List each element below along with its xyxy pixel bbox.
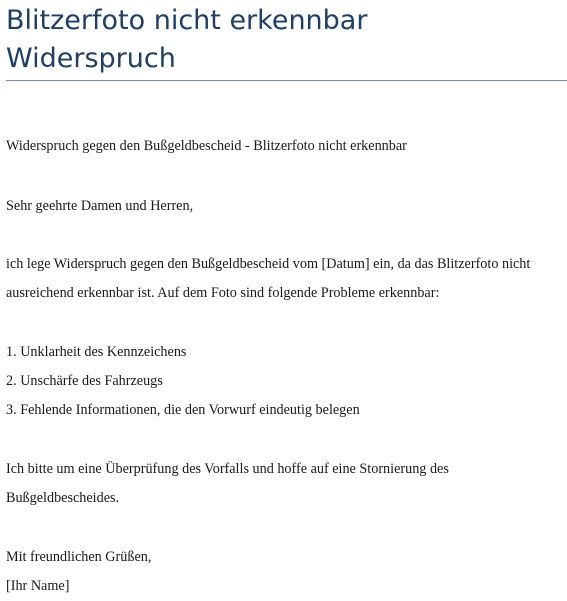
problem-item-3: 3. Fehlende Informationen, die den Vorwurf eindeutig belegen [6, 402, 360, 418]
document-title [6, 2, 561, 78]
problem-item-2: 2. Unschärfe des Fahrzeugs [6, 373, 163, 389]
title-line-2: Widerspruch [6, 43, 176, 74]
subject-line: Widerspruch gegen den Bußgeldbescheid - Blitzerfoto nicht erkennbar [6, 138, 407, 154]
closing: Mit freundlichen Grüßen, [6, 549, 152, 565]
request-line-1: Ich bitte um eine Überprüfung des Vorfalls und hoffe auf eine Stornierung des [6, 461, 449, 477]
title-line-1: Blitzerfoto nicht erkennbar [6, 5, 368, 36]
problem-item-1: 1. Unklarheit des Kennzeichens [6, 344, 187, 360]
intro-line-1: ich lege Widerspruch gegen den Bußgeldbescheid vom [Datum] ein, da das Blitzerfoto nicht [6, 256, 531, 272]
title-divider [6, 80, 567, 81]
signature: [Ihr Name] [6, 578, 70, 594]
request-line-2: Bußgeldbescheides. [6, 490, 120, 506]
salutation: Sehr geehrte Damen und Herren, [6, 198, 194, 214]
intro-line-2: ausreichend erkennbar ist. Auf dem Foto sind folgende Probleme erkennbar: [6, 285, 440, 301]
